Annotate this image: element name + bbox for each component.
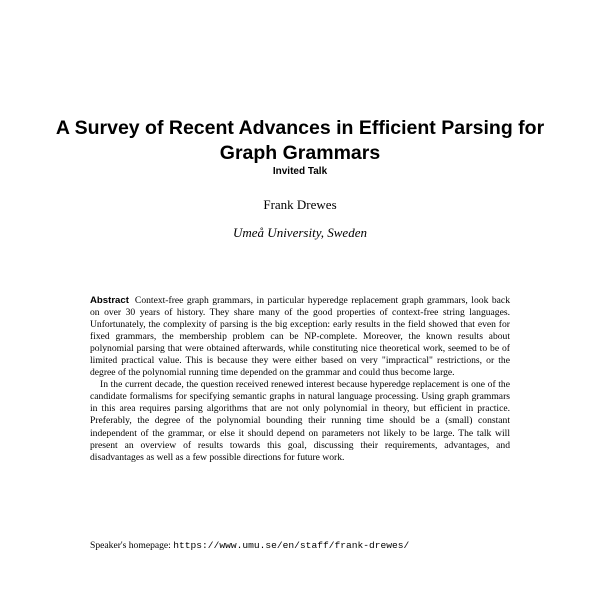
author-affiliation: Umeå University, Sweden <box>233 225 367 240</box>
homepage-label: Speaker's homepage: <box>90 540 171 551</box>
abstract-section <box>90 295 510 464</box>
paper-title: A Survey of Recent Advances in Efficient Parsing for Graph Grammars <box>55 117 545 164</box>
speaker-homepage <box>90 540 520 552</box>
abstract-label: Abstract <box>90 295 129 306</box>
homepage-url[interactable]: https://www.umu.se/en/staff/frank-drewes/ <box>173 540 410 551</box>
abstract-paragraph-2: In the current decade, the question received renewed interest because hyperedge replacement is one of the candidate formalisms for specifying semantic graphs in natural language processing. Using graph grammars in this area requires parsing algorithms that are not only polynomial in theory, but efficient in practice. Preferably, the degree of the polynomial bounding their running time should be a (small) constant independent of the grammar, or else it should depend on parameters not likely to be large. The talk will present an overview of results towards this goal, discussing their requirements, advantages, and disadvantages as well as a few possible directions for future work. <box>90 379 510 463</box>
author-name: Frank Drewes <box>263 197 337 212</box>
abstract-paragraph-1 <box>90 295 510 379</box>
paper-subtitle: Invited Talk <box>272 166 328 177</box>
abstract-paragraph-1-text: Context-free graph grammars, in particular hyperedge replacement graph grammars, look back on over 30 years of history. They share many of the good properties of context-free string languages. Unfortunately, the complexity of parsing is the big exception: early results in the field showed that even for fixed grammars, the membership problem can be NP-complete. Moreover, the known results about polynomial parsing that were obtained afterwards, while constituting nice theoretical work, seemed to be of limited practical value. This is because they were either based on very "impractical" restrictions, or the degree of the polynomial running time depended on the grammar and could thus become large. <box>90 295 510 379</box>
